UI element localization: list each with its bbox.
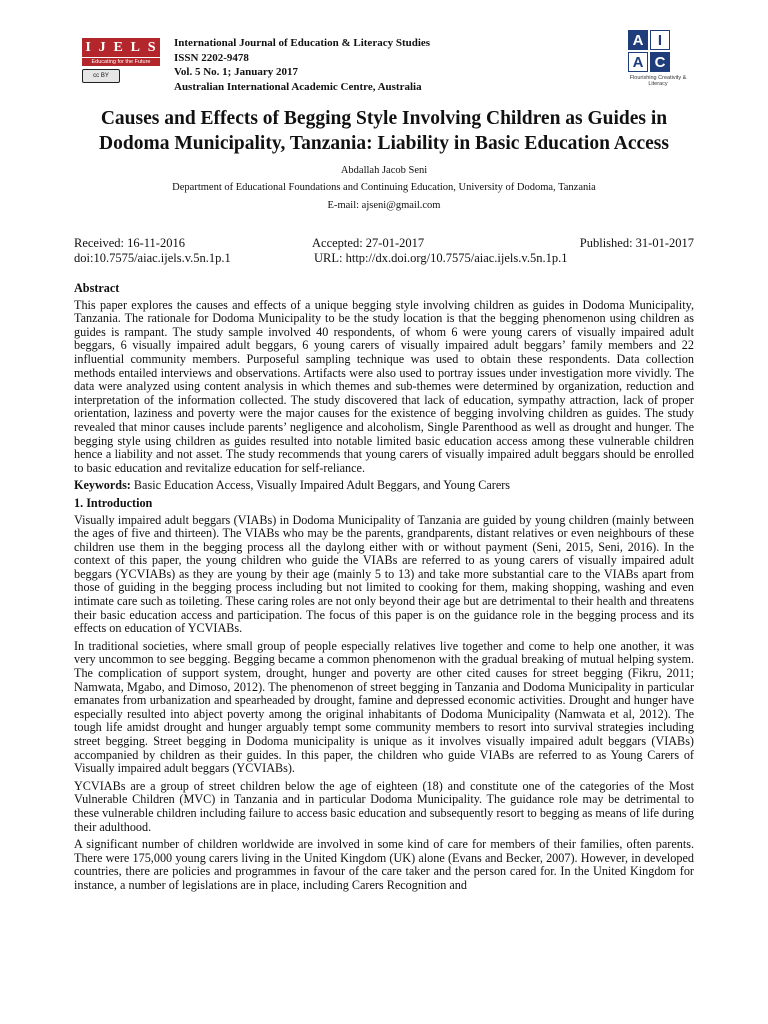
journal-name: International Journal of Education & Literacy Studies — [174, 37, 431, 49]
journal-header — [174, 36, 430, 94]
creative-commons-icon: cc BY — [82, 69, 120, 83]
received-date: Received: 16-11-2016 — [74, 236, 185, 250]
publication-dates — [74, 236, 694, 266]
ijels-tagline: Educating for the Future — [82, 58, 160, 66]
aiac-logo-mark: A I A C — [628, 30, 694, 72]
paper-title: Causes and Effects of Begging Style Involving Children as Guides in Dodoma Municipality, Tanzania: Liability in Basic Education Access — [99, 108, 669, 154]
doi-url[interactable]: URL: http://dx.doi.org/10.7575/aiac.ijels.v.5n.1p.1 — [314, 251, 568, 265]
author-name: Abdallah Jacob Seni — [340, 165, 428, 176]
accepted-date: Accepted: 27-01-2017 — [312, 236, 425, 250]
doi: doi:10.7575/aiac.ijels.v.5n.1p.1 — [74, 251, 231, 265]
intro-paragraph: In traditional societies, where small group of people especially relatives live together and come to help one another, it was very uncommon to see begging. Begging became a common phenomenon with the gradual breaking of mutual helping system. The complication of support system, drought, hunger and poverty are other cited causes for street begging (Fikru, 2011; Namwata, Mgabo, and Dimoso, 2012). The phenomenon of street begging in Tanzania and Dodoma Municipality in particular emanates from urbanization and spearheaded by drought, famine and depressed economic activities. Drought and hunger have especially resulted into abject poverty among the original inhabitants of Dodoma Municipality (Namwata et al, 2012). The tough life amidst drought and hunger arguably tempt some community members to resort into survival strategies including street begging. Street begging in Dodoma municipality is unique as it involves visually impaired adult beggars (VIABs) accompanied by children as their guides. In this paper, the children who guide VIABs are referred to as Young Carers of Visually impaired adult beggars (YCVIABs). — [74, 638, 694, 776]
ijels-logo — [82, 38, 160, 83]
journal-volume: Vol. 5 No. 1; January 2017 — [174, 66, 298, 78]
author-affiliation: Department of Educational Foundations and Continuing Education, University of Dodoma, Tanzania — [172, 182, 596, 193]
journal-publisher: Australian International Academic Centre, Australia — [174, 80, 422, 93]
intro-paragraph: YCVIABs are a group of street children below the age of eighteen (18) and constitute one of the categories of the Most Vulnerable Children (MVC) in Tanzania and in particular Dodoma Municipality. The guidance role may be detrimental to these vulnerable children including failure to access basic education and subsequently resort to begging as means of life during their adulthood. — [74, 778, 694, 834]
keywords-text: Basic Education Access, Visually Impaired Adult Beggars, and Young Carers — [130, 478, 511, 493]
introduction-heading: 1. Introduction — [74, 495, 153, 510]
journal-issn: ISSN 2202-9478 — [174, 51, 249, 64]
abstract-heading: Abstract — [74, 281, 120, 295]
aiac-logo — [622, 30, 694, 87]
published-date: Published: 31-01-2017 — [579, 236, 694, 250]
author-email: E-mail: ajseni@gmail.com — [327, 200, 441, 211]
intro-paragraph: Visually impaired adult beggars (VIABs) in Dodoma Municipality of Tanzania are guided by young children (mainly between the ages of five and thirteen). The VIABs who may be the parents, grandparents, distant relatives or even neighbours of these children use them in the begging process all the daylong either with or without payment (Seni, 2015, Seni, 2016). In the context of this paper, the young children who guide the VIABs are referred to as young carers of visually impaired adult beggars (YCVIABs) as they are young by their age (mainly 5 to 13) and take more substantial care to the VIABs apart from those of guiding in the begging process including but not limited to cooking for them, making shopping, washing and even intimate care such as toileting. These caring roles are not only beyond their age but are detrimental to their health and threatens their basic education access and participation. The focus of this paper is on the guidance role in the begging process and its effects on education of YCVIABs. — [74, 512, 694, 636]
aiac-tagline: Flourishing Creativity & Literacy — [629, 75, 687, 87]
abstract-text: This paper explores the causes and effects of a unique begging style involving children as guides in Dodoma Municipality, Tanzania. The rationale for Dodoma Municipality to be the study location is that the begging phenomenon using children as guides is rampant. The study sample involved 40 respondents, of whom 6 were young carers of visually impaired adult beggars, 6 visually impaired adult beggars, 6 young carers of visually impaired adult beggars’ family members and 22 influential community members. Purposeful sampling technique was used to obtain these respondents. Data collection methods entailed interviews and observations. Artifacts were also used to portray issues under investigation more vividly. The data were analyzed using content analysis in which themes and sub-themes were determined by organization, reduction and interpretation of the information collected. The study discovered that lack of education, sympathy attraction, lack of proper orientation, laziness and poverty were the major causes for the existence of begging involving children as guides. The study revealed that minor causes include parents’ negligence and alcoholism, Single Parenthood as well as drought and hunger. The begging style using children as guides resulted into notable limited basic education access among these vulnerable children hence a liability and not asset. The study recommends that young carers of visually impaired adult beggars should be enrolled to basic education and revitalize education for self-reliance. — [74, 297, 694, 475]
paper-body — [74, 282, 694, 897]
keywords — [74, 479, 694, 493]
intro-paragraph: A significant number of children worldwide are involved in some kind of care for members of their families, often parents. There were 175,000 young carers living in the United Kingdom (UK) alone (Evans and Becker, 2007). However, in developed countries, there are policies and programmes in favour of the care taker and the person cared for. In the United Kingdom for instance, a number of legislations are in place, including Carers Recognition and — [74, 837, 694, 892]
ijels-logo-mark: I J E L S — [82, 38, 160, 57]
keywords-label: Keywords: — [74, 478, 131, 493]
